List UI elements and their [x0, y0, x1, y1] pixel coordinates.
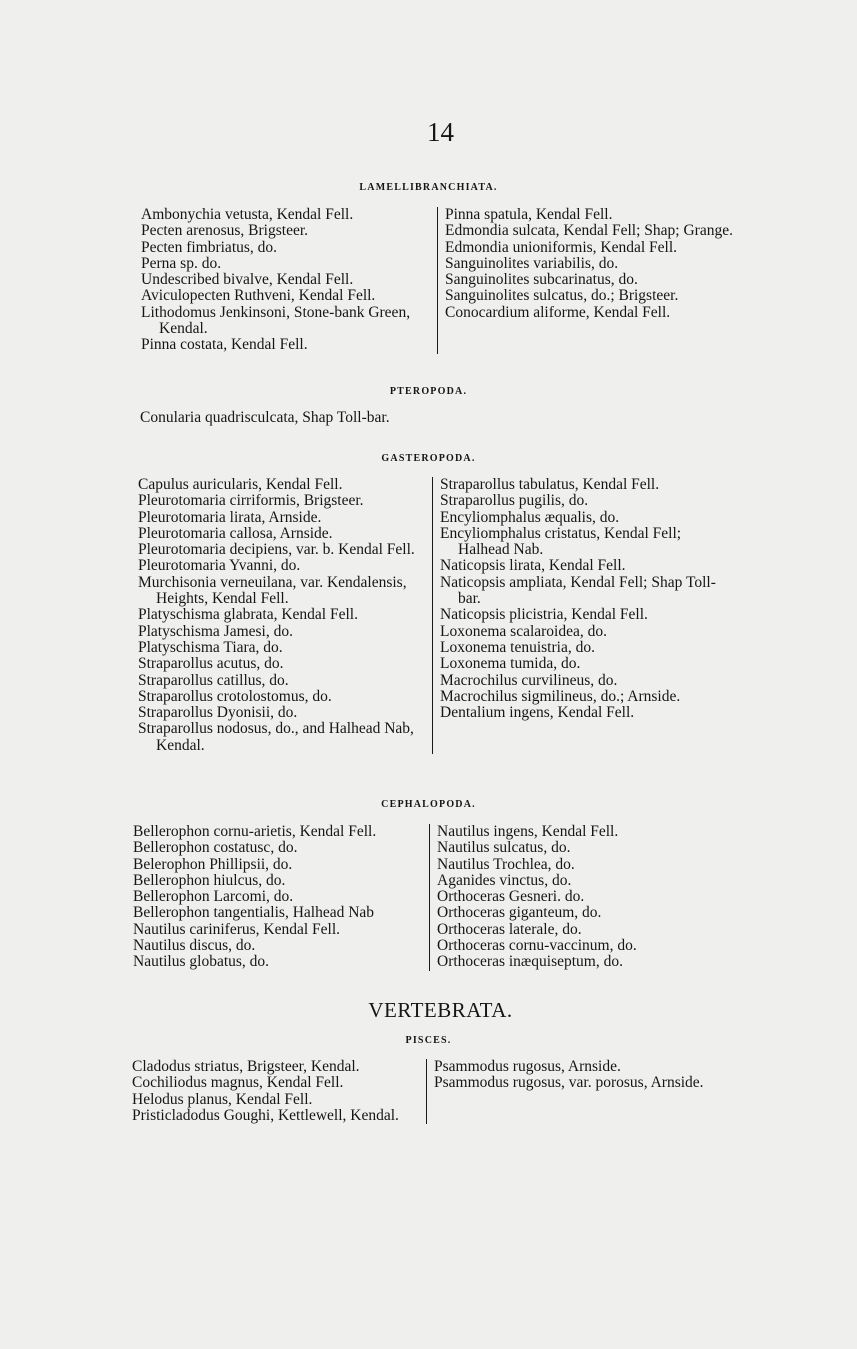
list-item: Undescribed bivalve, Kendal Fell.: [141, 271, 354, 289]
list-item: Sanguinolites sulcatus, do.; Brigsteer.: [445, 287, 679, 305]
pisces-right-column: [427, 1059, 724, 1124]
list-item: Murchisonia verneuilana, var. Kendalensis, Heights, Kendal Fell.: [138, 573, 407, 608]
list-item: Encyliomphalus æqualis, do.: [440, 508, 620, 526]
list-item: Perna sp. do.: [141, 254, 222, 272]
list-item: Pecten fimbriatus, do.: [141, 238, 278, 256]
list-item: Pleurotomaria cirriformis, Brigsteer.: [138, 492, 364, 510]
list-item: Nautilus cariniferus, Kendal Fell.: [133, 920, 341, 938]
list-item: Encyliomphalus cristatus, Kendal Fell; Halhead Nab.: [440, 524, 682, 559]
section-title-cephalopoda: CEPHALOPODA.: [381, 799, 476, 810]
cephalopoda-left-column: [133, 824, 430, 971]
list-item: Orthoceras Gesneri. do.: [437, 888, 585, 906]
section-title-pisces: PISCES.: [405, 1035, 452, 1046]
list-item: Edmondia unioniformis, Kendal Fell.: [445, 238, 678, 256]
list-item: Ambonychia vetusta, Kendal Fell.: [141, 206, 354, 223]
list-item: Naticopsis plicistria, Kendal Fell.: [440, 606, 648, 624]
list-item: Dentalium ingens, Kendal Fell.: [440, 704, 635, 722]
section-lamellibranchiata: [141, 207, 745, 354]
list-item: Cochiliodus magnus, Kendal Fell.: [132, 1074, 344, 1092]
list-item: Lithodomus Jenkinsoni, Stone-bank Green, Kendal.: [141, 303, 411, 338]
list-item: Naticopsis ampliata, Kendal Fell; Shap Toll-bar.: [440, 573, 716, 608]
list-item: Nautilus Trochlea, do.: [437, 855, 575, 873]
list-item: Pristicladodus Goughi, Kettlewell, Kendal.: [132, 1106, 399, 1124]
section-pisces: [132, 1059, 724, 1124]
pteropoda-entry: Conularia quadrisculcata, Shap Toll-bar.: [140, 409, 390, 426]
list-item: Helodus planus, Kendal Fell.: [132, 1090, 313, 1108]
list-item: Pecten arenosus, Brigsteer.: [141, 222, 309, 240]
list-item: Loxonema tenuistria, do.: [440, 638, 595, 656]
list-item: Psammodus rugosus, var. porosus, Arnside.: [434, 1074, 704, 1092]
list-item: Bellerophon tangentialis, Halhead Nab: [133, 904, 375, 922]
list-item: Straparollus pugilis, do.: [440, 492, 589, 510]
list-item: Loxonema scalaroidea, do.: [440, 622, 607, 640]
lamellibranchiata-left-column: [141, 207, 438, 354]
list-item: Edmondia sulcata, Kendal Fell; Shap; Grange.: [445, 222, 733, 240]
list-item: Aganides vinctus, do.: [437, 871, 572, 889]
list-item: Belerophon Phillipsii, do.: [133, 855, 293, 873]
list-item: Nautilus sulcatus, do.: [437, 839, 571, 857]
list-item: Orthoceras laterale, do.: [437, 920, 582, 938]
list-item: Straparollus nodosus, do., and Halhead Nab, Kendal.: [138, 720, 414, 754]
list-item: Platyschisma Tiara, do.: [138, 638, 283, 656]
list-item: Pleurotomaria lirata, Arnside.: [138, 508, 322, 526]
list-item: Pinna costata, Kendal Fell.: [141, 336, 308, 354]
section-title-pteropoda: PTEROPODA.: [389, 386, 468, 397]
section-cephalopoda: [133, 824, 737, 971]
list-item: Bellerophon hiulcus, do.: [133, 871, 286, 889]
list-item: Pinna spatula, Kendal Fell.: [445, 206, 613, 223]
list-item: Conocardium aliforme, Kendal Fell.: [445, 303, 671, 321]
list-item: Naticopsis lirata, Kendal Fell.: [440, 557, 626, 575]
list-item: Platyschisma Jamesi, do.: [138, 622, 293, 640]
list-item: Nautilus discus, do.: [133, 937, 256, 955]
list-item: Bellerophon Larcomi, do.: [133, 888, 294, 906]
list-item: Straparollus Dyonisii, do.: [138, 704, 298, 722]
list-item: Orthoceras inæquiseptum, do.: [437, 953, 623, 971]
cephalopoda-right-column: [430, 824, 737, 971]
lamellibranchiata-right-column: [438, 207, 745, 354]
section-title-gasteropoda: GASTEROPODA.: [381, 453, 476, 464]
list-item: Orthoceras cornu-vaccinum, do.: [437, 937, 637, 955]
gasteropoda-left-column: [138, 477, 433, 754]
list-item: Straparollus acutus, do.: [138, 655, 284, 673]
list-item: Pleurotomaria callosa, Arnside.: [138, 524, 333, 542]
list-item: Pleurotomaria decipiens, var. b. Kendal Fell.: [138, 541, 415, 559]
list-item: Bellerophon cornu-arietis, Kendal Fell.: [133, 823, 377, 840]
list-item: Platyschisma glabrata, Kendal Fell.: [138, 606, 358, 624]
page-number: 14: [427, 117, 454, 147]
list-item: Cladodus striatus, Brigsteer, Kendal.: [132, 1058, 360, 1075]
list-item: Sanguinolites variabilis, do.: [445, 254, 619, 272]
vertebrata-heading: VERTEBRATA.: [368, 998, 513, 1022]
section-title-lamellibranchiata: LAMELLIBRANCHIATA.: [359, 182, 498, 193]
list-item: Macrochilus sigmilineus, do.; Arnside.: [440, 687, 681, 705]
list-item: Nautilus ingens, Kendal Fell.: [437, 823, 619, 840]
list-item: Loxonema tumida, do.: [440, 655, 581, 673]
list-item: Psammodus rugosus, Arnside.: [434, 1058, 621, 1075]
list-item: Sanguinolites subcarinatus, do.: [445, 271, 638, 289]
list-item: Straparollus catillus, do.: [138, 671, 289, 689]
gasteropoda-right-column: [433, 477, 735, 754]
pisces-left-column: [132, 1059, 427, 1124]
list-item: Macrochilus curvilineus, do.: [440, 671, 618, 689]
list-item: Straparollus crotolostomus, do.: [138, 687, 332, 705]
list-item: Nautilus globatus, do.: [133, 953, 270, 971]
list-item: Aviculopecten Ruthveni, Kendal Fell.: [141, 287, 376, 305]
list-item: Pleurotomaria Yvanni, do.: [138, 557, 301, 575]
list-item: Bellerophon costatusc, do.: [133, 839, 298, 857]
list-item: Capulus auricularis, Kendal Fell.: [138, 476, 343, 493]
section-gasteropoda: [138, 477, 735, 754]
list-item: Orthoceras giganteum, do.: [437, 904, 602, 922]
list-item: Straparollus tabulatus, Kendal Fell.: [440, 476, 660, 493]
